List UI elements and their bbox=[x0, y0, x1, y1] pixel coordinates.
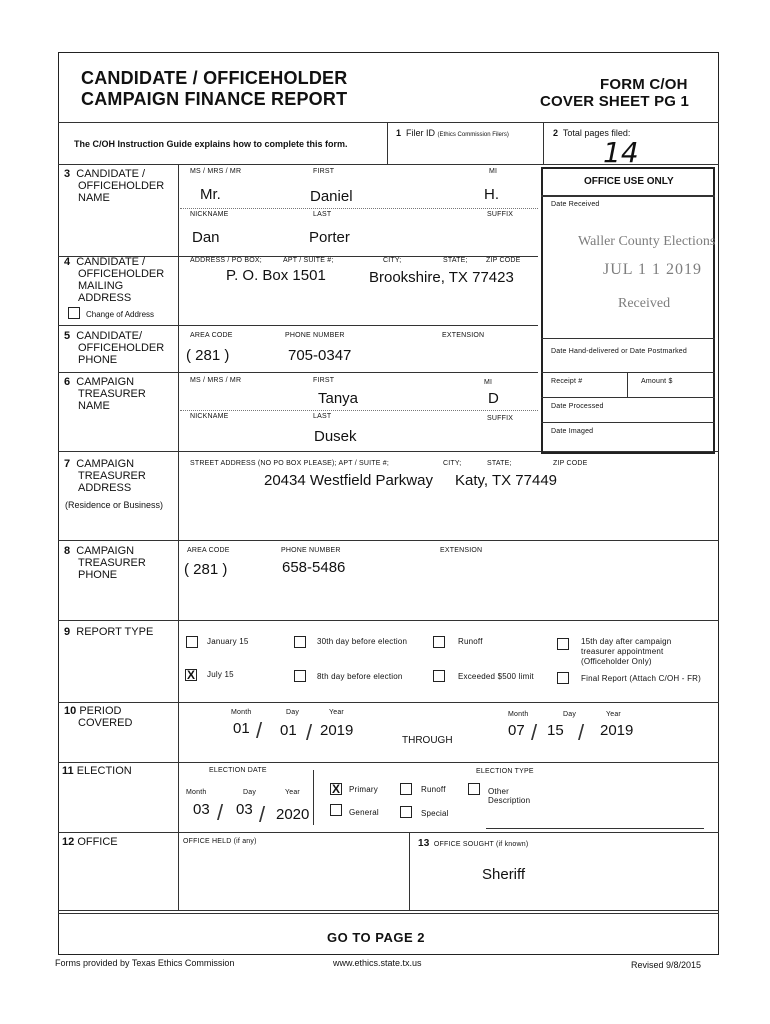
sec7-label-l3: ADDRESS bbox=[78, 482, 132, 494]
treasurer-last: Dusek bbox=[314, 428, 357, 445]
sec5-label-l2: OFFICEHOLDER bbox=[78, 342, 165, 354]
sec4-label-l2: OFFICEHOLDER bbox=[78, 268, 165, 280]
election-type-label: ELECTION TYPE bbox=[476, 768, 534, 775]
office-held-label: OFFICE HELD (if any) bbox=[183, 838, 257, 845]
candidate-ms: Mr. bbox=[200, 186, 221, 203]
election-month-label: Month bbox=[186, 789, 207, 796]
report-15day-checkbox[interactable] bbox=[557, 638, 569, 650]
candidate-nickname: Dan bbox=[192, 229, 220, 246]
date-slash: / bbox=[531, 720, 538, 745]
election-other-label: Other bbox=[488, 787, 510, 796]
sec10-label-l2: COVERED bbox=[78, 717, 133, 729]
through-label: THROUGH bbox=[402, 735, 453, 746]
sec11-label: 11 ELECTION bbox=[62, 765, 132, 777]
election-special-label: Special bbox=[421, 809, 449, 818]
date-slash: / bbox=[217, 800, 224, 825]
period-to-month-label: Month bbox=[508, 711, 529, 718]
total-pages-value: 14 bbox=[603, 136, 639, 169]
report-15day-label-2: treasurer appointment bbox=[581, 647, 664, 656]
sec5-label-l3: PHONE bbox=[78, 354, 118, 366]
receipt-label: Receipt # bbox=[551, 378, 583, 385]
period-to-day: 15 bbox=[547, 722, 564, 739]
period-to-year-label: Year bbox=[606, 711, 621, 718]
sec3-label: 3 CANDIDATE / bbox=[64, 168, 146, 180]
received-stamp-word: Received bbox=[618, 296, 671, 311]
sec4-addr-label: ADDRESS / PO BOX; bbox=[190, 257, 262, 264]
sec6-mi-label: MI bbox=[484, 379, 493, 386]
sec6-nick-label: NICKNAME bbox=[190, 413, 229, 420]
received-stamp-county: Waller County Elections bbox=[578, 234, 716, 249]
footer-revised: Revised 9/8/2015 bbox=[631, 960, 702, 970]
treasurer-phone: 658-5486 bbox=[282, 559, 346, 576]
sec3-mi-label: MI bbox=[489, 168, 498, 175]
candidate-first: Daniel bbox=[310, 188, 353, 205]
date-imaged-label: Date Imaged bbox=[551, 428, 594, 435]
election-general-checkbox[interactable] bbox=[330, 804, 342, 816]
sec8-label-l3: PHONE bbox=[78, 569, 118, 581]
office-sought-label: 13 OFFICE SOUGHT (if known) bbox=[418, 838, 529, 849]
date-slash: / bbox=[259, 802, 266, 827]
sec8-ext-label: EXTENSION bbox=[440, 547, 483, 554]
period-from-month: 01 bbox=[233, 720, 250, 737]
sec4-city-label: CITY; bbox=[383, 257, 402, 264]
sec7-label-l4: (Residence or Business) bbox=[65, 500, 164, 510]
sec5-area-label: AREA CODE bbox=[190, 332, 233, 339]
go-to-page-2: GO TO PAGE 2 bbox=[327, 930, 425, 945]
period-from-day-label: Day bbox=[286, 709, 300, 716]
change-of-address-label: Change of Address bbox=[86, 310, 155, 319]
period-from-day: 01 bbox=[280, 722, 297, 739]
sec10-label: 10 PERIOD bbox=[64, 705, 122, 717]
office-use-title: OFFICE USE ONLY bbox=[584, 176, 674, 187]
report-jul15-label: July 15 bbox=[207, 670, 234, 679]
sec4-label: 4 CANDIDATE / bbox=[64, 256, 146, 268]
sec6-last-label: LAST bbox=[313, 413, 332, 420]
election-day-label: Day bbox=[243, 789, 257, 796]
sec3-last-label: LAST bbox=[313, 211, 332, 218]
election-primary-checkbox[interactable]: X bbox=[331, 782, 340, 796]
period-to-day-label: Day bbox=[563, 711, 577, 718]
period-from-month-label: Month bbox=[231, 709, 252, 716]
sec3-suffix-label: SUFFIX bbox=[487, 211, 514, 218]
sec8-phone-label: PHONE NUMBER bbox=[281, 547, 341, 554]
form-title-line1: CANDIDATE / OFFICEHOLDER bbox=[81, 68, 348, 88]
footer-website[interactable]: www.ethics.state.tx.us bbox=[333, 958, 422, 968]
date-received-label: Date Received bbox=[551, 201, 600, 208]
candidate-last: Porter bbox=[309, 229, 350, 246]
candidate-phone: 705-0347 bbox=[288, 347, 352, 364]
sec7-city-label: CITY; bbox=[443, 460, 462, 467]
election-day: 03 bbox=[236, 801, 253, 818]
sec7-street-label: STREET ADDRESS (NO PO BOX PLEASE); APT / SUITE #; bbox=[190, 460, 389, 467]
form-subtitle: COVER SHEET PG 1 bbox=[540, 93, 690, 110]
period-from-year-label: Year bbox=[329, 709, 344, 716]
report-jul15-checkbox[interactable]: X bbox=[186, 668, 195, 682]
received-stamp-date: JUL 1 1 2019 bbox=[603, 261, 702, 278]
report-15day-label-3: (Officeholder Only) bbox=[581, 657, 652, 666]
instruction-text: The C/OH Instruction Guide explains how to complete this form. bbox=[74, 139, 348, 149]
report-jan15-checkbox[interactable] bbox=[186, 636, 198, 648]
report-runoff-checkbox[interactable] bbox=[433, 636, 445, 648]
treasurer-mi: D bbox=[488, 390, 499, 407]
election-runoff-label: Runoff bbox=[421, 785, 446, 794]
sec8-label: 8 CAMPAIGN bbox=[64, 545, 135, 557]
sec8-label-l2: TREASURER bbox=[78, 557, 146, 569]
election-general-label: General bbox=[349, 808, 379, 817]
report-exceeded-checkbox[interactable] bbox=[433, 670, 445, 682]
treasurer-city-state-zip: Katy, TX 77449 bbox=[455, 472, 558, 489]
sec4-label-l4: ADDRESS bbox=[78, 292, 132, 304]
sec3-first-label: FIRST bbox=[313, 168, 335, 175]
treasurer-street: 20434 Westfield Parkway bbox=[264, 472, 433, 489]
candidate-mi: H. bbox=[484, 186, 499, 203]
election-month: 03 bbox=[193, 801, 210, 818]
sec6-label-l3: NAME bbox=[78, 400, 110, 412]
sec6-suffix-label: SUFFIX bbox=[487, 415, 514, 422]
election-other-checkbox[interactable] bbox=[468, 783, 480, 795]
sec6-first-label: FIRST bbox=[313, 377, 335, 384]
report-final-checkbox[interactable] bbox=[557, 672, 569, 684]
date-processed-label: Date Processed bbox=[551, 403, 604, 410]
period-to-year: 2019 bbox=[600, 722, 634, 739]
period-to-month: 07 bbox=[508, 722, 525, 739]
form-number: FORM C/OH bbox=[600, 76, 688, 93]
sec7-label-l2: TREASURER bbox=[78, 470, 146, 482]
election-special-checkbox[interactable] bbox=[400, 806, 412, 818]
form-title-line2: CAMPAIGN FINANCE REPORT bbox=[81, 89, 348, 109]
date-slash: / bbox=[256, 718, 263, 743]
total-pages-label: 2 Total pages filed: bbox=[553, 128, 631, 138]
sec4-label-l3: MAILING bbox=[78, 280, 124, 292]
election-other-description-label: Description bbox=[488, 796, 531, 805]
election-runoff-checkbox[interactable] bbox=[400, 783, 412, 795]
sec5-ext-label: EXTENSION bbox=[442, 332, 485, 339]
sec6-label-l2: TREASURER bbox=[78, 388, 146, 400]
report-15day-label-1: 15th day after campaign bbox=[581, 637, 672, 646]
date-slash: / bbox=[578, 720, 585, 745]
period-from-year: 2019 bbox=[320, 722, 354, 739]
report-runoff-label: Runoff bbox=[458, 637, 483, 646]
report-jan15-label: January 15 bbox=[207, 637, 249, 646]
sec4-zip-label: ZIP CODE bbox=[486, 257, 521, 264]
amount-label: Amount $ bbox=[641, 378, 673, 385]
election-year-label: Year bbox=[285, 789, 300, 796]
sec6-ms-label: MS / MRS / MR bbox=[190, 377, 242, 384]
sec3-ms-label: MS / MRS / MR bbox=[190, 168, 242, 175]
candidate-area-code: ( 281 ) bbox=[186, 347, 230, 364]
report-8day-label: 8th day before election bbox=[317, 672, 403, 681]
sec7-zip-label: ZIP CODE bbox=[553, 460, 588, 467]
sec5-label: 5 CANDIDATE/ bbox=[64, 330, 143, 342]
report-8day-checkbox[interactable] bbox=[294, 670, 306, 682]
treasurer-area-code: ( 281 ) bbox=[184, 561, 228, 578]
sec4-apt-label: APT / SUITE #; bbox=[283, 257, 334, 264]
date-slash: / bbox=[306, 720, 313, 745]
sec12-label: 12 OFFICE bbox=[62, 836, 118, 848]
footer-provider: Forms provided by Texas Ethics Commission bbox=[55, 958, 235, 968]
report-final-label: Final Report (Attach C/OH - FR) bbox=[581, 674, 702, 683]
candidate-city-state-zip: Brookshire, TX 77423 bbox=[369, 269, 514, 286]
sec3-label-l2: OFFICEHOLDER bbox=[78, 180, 165, 192]
sec6-label: 6 CAMPAIGN bbox=[64, 376, 135, 388]
report-30day-label: 30th day before election bbox=[317, 637, 408, 646]
sec5-phone-label: PHONE NUMBER bbox=[285, 332, 345, 339]
candidate-address: P. O. Box 1501 bbox=[226, 267, 326, 284]
report-30day-checkbox[interactable] bbox=[294, 636, 306, 648]
report-exceeded-label: Exceeded $500 limit bbox=[458, 672, 534, 681]
filer-id-label: 1 Filer ID (Ethics Commission Filers) bbox=[396, 128, 509, 138]
sec3-nick-label: NICKNAME bbox=[190, 211, 229, 218]
election-year: 2020 bbox=[276, 806, 310, 823]
election-date-label: ELECTION DATE bbox=[209, 767, 267, 774]
office-sought-value: Sheriff bbox=[482, 866, 526, 883]
sec7-label: 7 CAMPAIGN bbox=[64, 458, 135, 470]
sec7-state-label: STATE; bbox=[487, 460, 512, 467]
sec9-label: 9 REPORT TYPE bbox=[64, 626, 154, 638]
hand-delivered-label: Date Hand-delivered or Date Postmarked bbox=[551, 348, 687, 355]
treasurer-first: Tanya bbox=[318, 390, 359, 407]
sec4-state-label: STATE; bbox=[443, 257, 468, 264]
sec3-label-l3: NAME bbox=[78, 192, 110, 204]
change-of-address-checkbox[interactable] bbox=[68, 307, 80, 319]
election-primary-label: Primary bbox=[349, 785, 378, 794]
sec8-area-label: AREA CODE bbox=[187, 547, 230, 554]
